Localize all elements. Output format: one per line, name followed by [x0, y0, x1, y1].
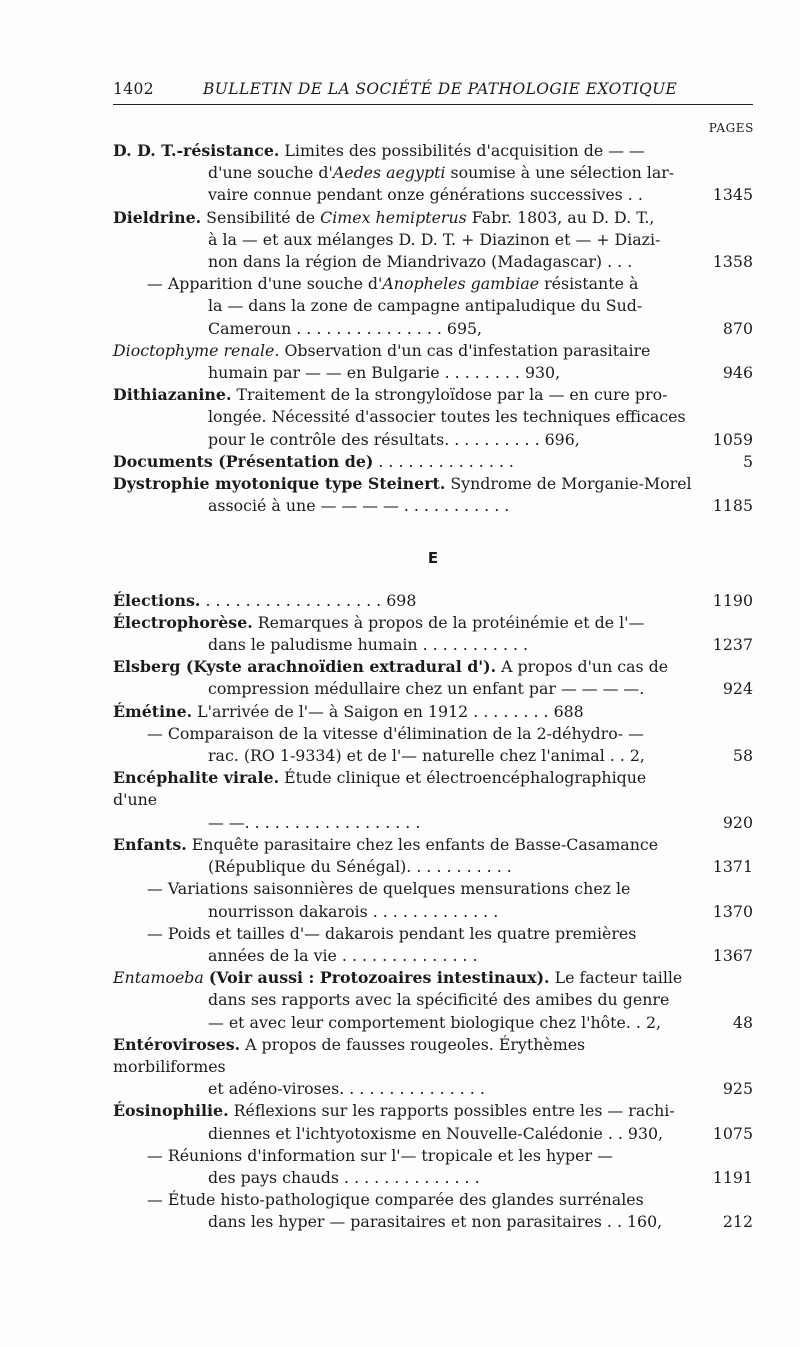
index-entry-line: [113, 767, 753, 811]
entry-text: dans ses rapports avec la spécificité des amibes du genre: [208, 990, 670, 1010]
entry-text: nourrisson dakarois . . . . . . . . . . . . .: [208, 901, 499, 921]
index-entry-line: [113, 1100, 753, 1122]
entry-text: — —. . . . . . . . . . . . . . . . . .: [208, 812, 421, 832]
entry-page: [695, 295, 753, 317]
index-entry-line: [113, 923, 753, 945]
entry-page: [695, 1034, 753, 1078]
index-entry-line: [113, 184, 753, 206]
entry-text: — Réunions d'information sur l'— tropicale et les hyper —: [147, 1145, 613, 1165]
entry-text: Élections. . . . . . . . . . . . . . . . . . . 698: [113, 590, 417, 610]
index-entry-line: [113, 318, 753, 340]
index-entry-line: [113, 945, 753, 967]
entry-text: diennes et l'ichtyotoxisme en Nouvelle-Calédonie . . 930,: [208, 1123, 664, 1143]
entry-page: 1190: [712, 590, 753, 610]
index-body: [113, 140, 753, 1234]
index-entry-line: [113, 495, 753, 517]
entry-text: Dystrophie myotonique type Steinert. Syndrome de Morganie-Morel: [113, 474, 692, 494]
entry-page: 48: [732, 1012, 753, 1032]
index-entry-line: [113, 451, 753, 473]
entry-text: pour le contrôle des résultats. . . . . . . . . . 696,: [208, 429, 580, 449]
entry-page: [695, 701, 753, 723]
index-entry-line: [113, 429, 753, 451]
entry-page: [695, 384, 753, 406]
entry-text: Émétine. L'arrivée de l'— à Saigon en 1912 . . . . . . . . 688: [113, 701, 584, 721]
entry-text: d'une souche d'Aedes aegypti soumise à une sélection lar-: [208, 163, 675, 183]
entry-text: Dithiazanine. Traitement de la strongyloïdose par la — en cure pro-: [113, 385, 668, 405]
entry-page: 1191: [712, 1167, 753, 1187]
entry-page: 1075: [712, 1123, 753, 1143]
index-entry-line: [113, 162, 753, 184]
entry-text: et adéno-viroses. . . . . . . . . . . . . . .: [208, 1079, 485, 1099]
entry-page: [695, 140, 753, 162]
entry-text: dans les hyper — parasitaires et non parasitaires . . 160,: [208, 1212, 663, 1232]
entry-page: [695, 162, 753, 184]
entry-text: — Étude histo-pathologique comparée des glandes surrénales: [147, 1190, 644, 1210]
index-entry-line: [113, 1078, 753, 1100]
section-d-entries: [113, 140, 753, 517]
entry-page: 5: [742, 451, 753, 471]
entry-page: [695, 923, 753, 945]
entry-page: 946: [722, 363, 753, 383]
index-entry-line: [113, 989, 753, 1011]
entry-page: 925: [722, 1079, 753, 1099]
entry-text: Cameroun . . . . . . . . . . . . . . . 695,: [208, 318, 483, 338]
entry-text: — et avec leur comportement biologique chez l'hôte. . 2,: [208, 1012, 662, 1032]
entry-page: [695, 340, 753, 362]
index-entry-line: [113, 678, 753, 700]
entry-page: [695, 1189, 753, 1211]
entry-text: — Poids et tailles d'— dakarois pendant les quatre premières: [147, 923, 637, 943]
entry-page: 870: [722, 318, 753, 338]
entry-text: humain par — — en Bulgarie . . . . . . . . 930,: [208, 363, 561, 383]
index-entry-line: [113, 1211, 753, 1233]
entry-text: Elsberg (Kyste arachnoïdien extradural d'). A propos d'un cas de: [113, 657, 669, 677]
index-entry-line: [113, 229, 753, 251]
entry-page: [695, 834, 753, 856]
entry-page: [695, 723, 753, 745]
entry-text: dans le paludisme humain . . . . . . . . . . .: [208, 635, 529, 655]
entry-text: Documents (Présentation de) . . . . . . . . . . . . . .: [113, 451, 514, 471]
entry-page: [695, 473, 753, 495]
index-entry-line: [113, 878, 753, 900]
entry-page: [695, 989, 753, 1011]
entry-page: 58: [732, 746, 753, 766]
entry-text: (République du Sénégal). . . . . . . . . . .: [208, 857, 512, 877]
index-entry-line: [113, 384, 753, 406]
index-entry-line: [113, 612, 753, 634]
index-entry-line: [113, 701, 753, 723]
entry-text: rac. (RO 1-9334) et de l'— naturelle chez l'animal . . 2,: [208, 746, 645, 766]
entry-page: [695, 1145, 753, 1167]
entry-text: années de la vie . . . . . . . . . . . . . .: [208, 945, 478, 965]
entry-text: Enfants. Enquête parasitaire chez les enfants de Basse-Casamance: [113, 834, 659, 854]
index-entry-line: [113, 273, 753, 295]
entry-text: Dioctophyme renale. Observation d'un cas d'infestation parasitaire: [113, 340, 651, 360]
entry-text: la — dans la zone de campagne antipaludique du Sud-: [208, 296, 643, 316]
entry-page: [695, 229, 753, 251]
entry-page: [695, 878, 753, 900]
index-entry-line: [113, 1012, 753, 1034]
entry-page: [695, 612, 753, 634]
entry-text: Dieldrine. Sensibilité de Cimex hemipterus Fabr. 1803, au D. D. T.,: [113, 207, 655, 227]
entry-text: — Comparaison de la vitesse d'élimination de la 2-déhydro- —: [147, 723, 644, 743]
entry-page: 1345: [712, 185, 753, 205]
index-entry-line: [113, 856, 753, 878]
entry-page: 924: [722, 679, 753, 699]
entry-text: D. D. T.-résistance. Limites des possibilités d'acquisition de — —: [113, 141, 645, 160]
entry-page: 1371: [712, 857, 753, 877]
entry-page: [695, 1100, 753, 1122]
pages-column-label: PAGES: [708, 121, 754, 135]
entry-page: 1185: [712, 496, 753, 516]
entry-page: [695, 273, 753, 295]
index-entry-line: [113, 745, 753, 767]
entry-page: [695, 767, 753, 811]
index-entry-line: [113, 723, 753, 745]
index-entry-line: [113, 1034, 753, 1078]
index-entry-line: [113, 140, 753, 162]
page-number: 1402: [113, 80, 155, 98]
index-entry-line: [113, 207, 753, 229]
entry-text: Entamoeba (Voir aussi : Protozoaires intestinaux). Le facteur taille: [113, 968, 683, 988]
entry-page: 1059: [712, 429, 753, 449]
entry-page: 1358: [712, 252, 753, 272]
entry-text: non dans la région de Miandrivazo (Madagascar) . . .: [208, 252, 633, 272]
entry-text: compression médullaire chez un enfant par — — — —.: [208, 679, 645, 699]
index-entry-line: [113, 812, 753, 834]
index-entry-line: [113, 834, 753, 856]
entry-text: Entéroviroses. A propos de fausses rougeoles. Érythèmes morbiliformes: [113, 1034, 586, 1076]
entry-page: 920: [722, 812, 753, 832]
index-entry-line: [113, 340, 753, 362]
entry-text: vaire connue pendant onze générations successives . .: [208, 185, 643, 205]
entry-text: Encéphalite virale. Étude clinique et électroencéphalographique d'une: [113, 768, 647, 810]
running-header: [113, 76, 753, 105]
index-entry-line: [113, 656, 753, 678]
index-entry-line: [113, 1145, 753, 1167]
entry-page: 1370: [712, 901, 753, 921]
entry-page: 1367: [712, 945, 753, 965]
entry-page: [695, 406, 753, 428]
entry-page: [695, 656, 753, 678]
index-entry-line: [113, 1123, 753, 1145]
section-e-entries: [113, 590, 753, 1234]
entry-text: des pays chauds . . . . . . . . . . . . . .: [208, 1167, 480, 1187]
index-entry-line: [113, 590, 753, 612]
index-entry-line: [113, 1189, 753, 1211]
entry-text: associé à une — — — — . . . . . . . . . . .: [208, 496, 510, 516]
index-entry-line: [113, 901, 753, 923]
index-entry-line: [113, 406, 753, 428]
entry-page: 1237: [712, 635, 753, 655]
journal-title: BULLETIN DE LA SOCIÉTÉ DE PATHOLOGIE EXOTIQUE: [203, 80, 678, 98]
entry-text: longée. Nécessité d'associer toutes les techniques efficaces: [208, 407, 686, 427]
index-entry-line: [113, 473, 753, 495]
entry-page: [695, 967, 753, 989]
index-entry-line: [113, 634, 753, 656]
entry-page: [695, 207, 753, 229]
entry-text: à la — et aux mélanges D. D. T. + Diazinon et — + Diazi-: [208, 229, 661, 249]
entry-text: — Variations saisonnières de quelques mensurations chez le: [147, 879, 631, 899]
entry-text: — Apparition d'une souche d'Anopheles gambiae résistante à: [147, 274, 639, 294]
index-entry-line: [113, 295, 753, 317]
section-letter: E: [427, 549, 439, 568]
entry-text: Éosinophilie. Réflexions sur les rapports possibles entre les — rachi-: [113, 1101, 675, 1121]
entry-text: Électrophorèse. Remarques à propos de la protéinémie et de l'—: [113, 612, 645, 632]
index-entry-line: [113, 967, 753, 989]
index-entry-line: [113, 1167, 753, 1189]
entry-page: 212: [722, 1212, 753, 1232]
index-entry-line: [113, 251, 753, 273]
index-entry-line: [113, 362, 753, 384]
